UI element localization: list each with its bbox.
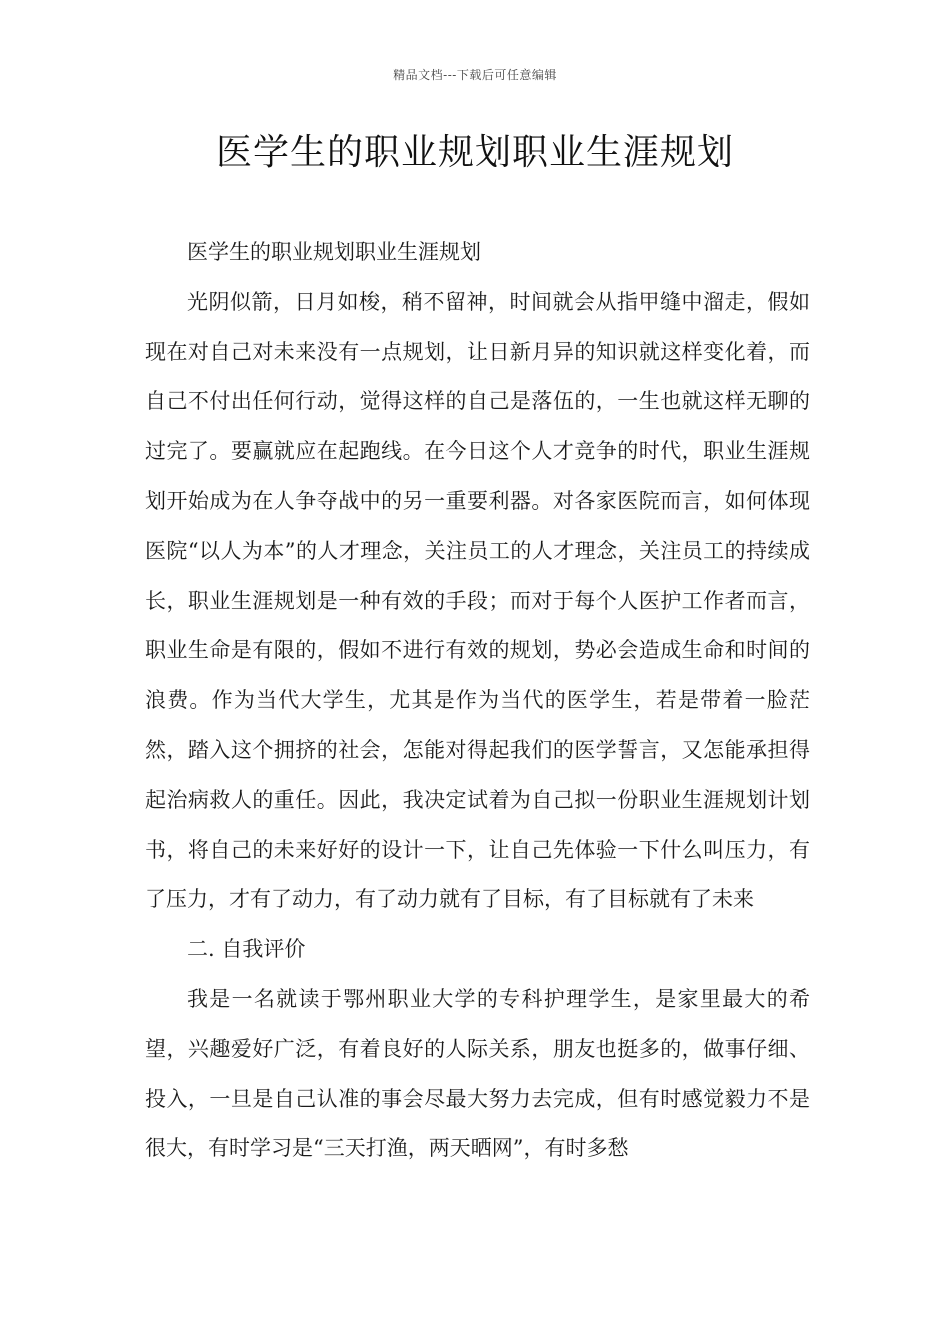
page-title: 医学生的职业规划职业生涯规划	[215, 132, 734, 173]
section-heading: 二. 自我评价	[187, 937, 306, 962]
header-note: 精品文档---下载后可任意编辑	[393, 68, 557, 82]
body-paragraph: 我是一名就读于鄂州职业大学的专科护理学生，是家里最大的希望，兴趣爱好广泛，有着良好的人际关系，朋友也挺多的，做事仔细、投入，一旦是自己认准的事会尽最大努力去完成，但有时感觉毅力不是很大，有时学习是“三天打渔，两天晒网”，有时多愁	[145, 986, 810, 1161]
document-body	[145, 228, 810, 1174]
document-subtitle: 医学生的职业规划职业生涯规划	[187, 240, 481, 264]
body-paragraph: 光阴似箭，日月如梭，稍不留神，时间就会从指甲缝中溜走，假如现在对自己对未来没有一点规划，让日新月异的知识就这样变化着，而自己不付出任何行动，觉得这样的自己是落伍的，一生也就这样无聊的过完了。要赢就应在起跑线。在今日这个人才竞争的时代，职业生涯规划开始成为在人争夺战中的另一重要利器。对各家医院而言，如何体现医院“以人为本”的人才理念，关注员工的人才理念，关注员工的持续成长，职业生涯规划是一种有效的手段；而对于每个人医护工作者而言，职业生命是有限的，假如不进行有效的规划，势必会造成生命和时间的浪费。作为当代大学生，尤其是作为当代的医学生，若是带着一脸茫然，踏入这个拥挤的社会，怎能对得起我们的医学誓言，又怎能承担得起治病救人的重任。因此，我决定试着为自己拟一份职业生涯规划计划书，将自己的未来好好的设计一下，让自己先体验一下什么叫压力，有了压力，才有了动力，有了动力就有了目标，有了目标就有了未来	[145, 289, 810, 912]
